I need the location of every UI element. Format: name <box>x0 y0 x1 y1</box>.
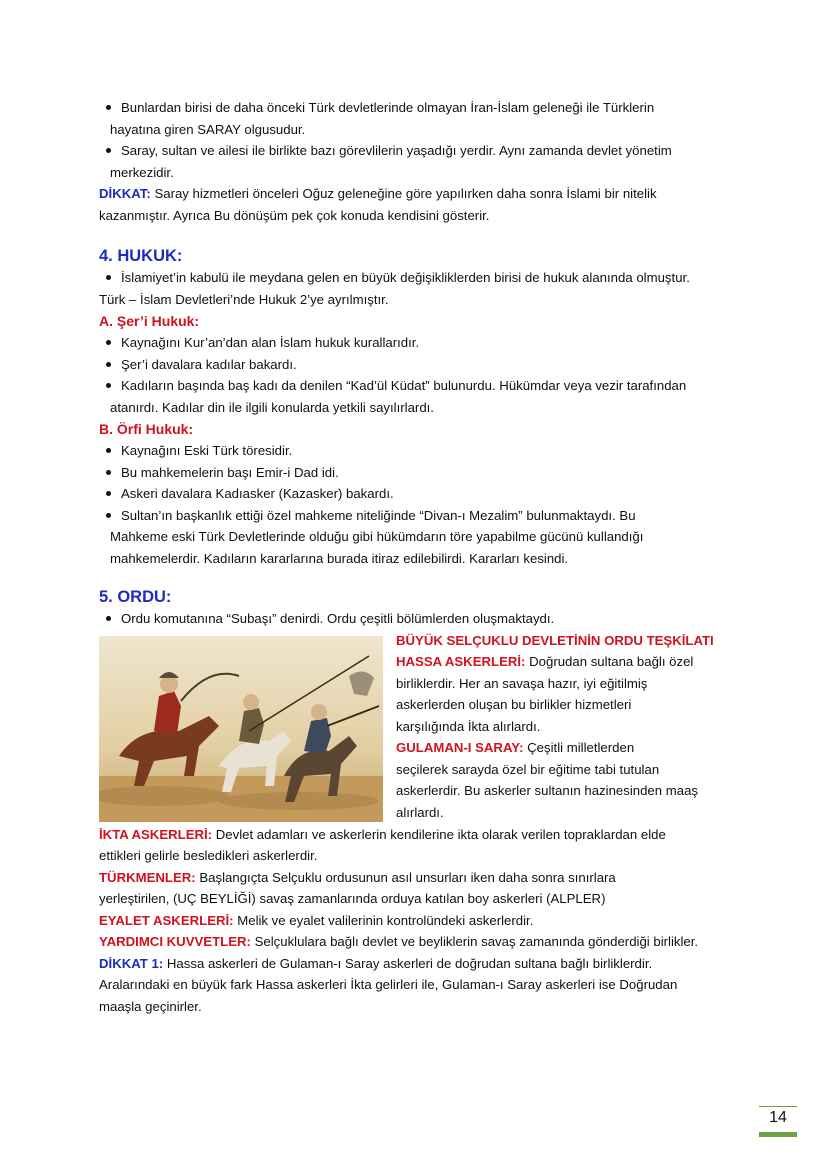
dikkat1-text: Hassa askerleri de Gulaman-ı Saray askerleri de doğrudan sultana bağlı birliklerdir. <box>166 955 653 971</box>
section-heading-hukuk: 4. HUKUK: <box>99 247 183 265</box>
dikkat-note <box>99 183 739 205</box>
gulaman-text: Çeşitli milletlerden <box>527 740 635 755</box>
dikkat1-text-continuation: Aralarındaki en büyük fark Hassa askerleri İkta gelirleri ile, Gulaman-ı Saray askerleri ise Doğrudan <box>99 977 678 992</box>
hassa-label: HASSA ASKERLERİ: <box>396 654 526 669</box>
page-number-accent-bar <box>759 1132 797 1137</box>
list-item-continuation: atanırdı. Kadılar din ile ilgili konularda yetkili sayılırlardı. <box>110 399 434 415</box>
hassa-text-continuation: birliklerdir. Her an savaşa hazır, iyi eğitilmiş <box>396 675 648 691</box>
ikta-text: Devlet adamları ve askerlerin kendilerine ikta olarak verilen topraklardan elde <box>215 826 666 842</box>
ikta-text-continuation: ettikleri gelirle besledikleri askerlerdir. <box>99 848 318 863</box>
dikkat1-label: DİKKAT 1: <box>99 955 164 971</box>
ikta-entry <box>99 824 739 846</box>
dikkat1-entry <box>99 953 739 975</box>
list-item: Kaynağını Kur’an’dan alan İslam hukuk kurallarıdır. <box>99 332 739 354</box>
list-item: Ordu komutanına “Subaşı” denirdi. Ordu çeşitli bölümlerden oluşmaktaydı. <box>99 608 739 630</box>
list-item: Sultan’ın başkanlık ettiği özel mahkeme niteliğinde “Divan-ı Mezalim” bulunmaktaydı. Bu <box>99 505 739 527</box>
turkmen-label: TÜRKMENLER: <box>99 869 196 885</box>
army-organization-title: BÜYÜK SELÇUKLU DEVLETİNİN ORDU TEŞKİLATI <box>396 632 714 648</box>
document-page <box>99 97 739 1017</box>
eyalet-label: EYALET ASKERLERİ: <box>99 912 234 928</box>
hassa-entry <box>396 651 741 673</box>
army-organization-block <box>99 630 739 824</box>
army-organization-text <box>396 630 741 824</box>
gulaman-text-continuation: askerlerdir. Bu askerler sultanın hazinesinden maaş <box>396 783 699 798</box>
turkmen-text-continuation: yerleştirilen, (UÇ BEYLİĞİ) savaş zamanlarında orduya katılan boy askerleri (ALPLER) <box>99 891 606 906</box>
subheading-seri-hukuk: A. Şer’i Hukuk: <box>99 313 200 329</box>
eyalet-text: Melik ve eyalet valilerinin kontrolündeki askerlerdir. <box>237 912 534 928</box>
yardimci-label: YARDIMCI KUVVETLER: <box>99 934 251 949</box>
gulaman-entry <box>396 737 741 759</box>
list-item: Kaynağını Eski Türk töresidir. <box>99 440 739 462</box>
list-item: Şer’i davalara kadılar bakardı. <box>99 354 739 376</box>
dikkat1-text-continuation: maaşla geçinirler. <box>99 998 202 1014</box>
paragraph: Türk – İslam Devletleri’nde Hukuk 2’ye ayrılmıştır. <box>99 291 389 307</box>
page-number: 14 <box>769 1109 787 1126</box>
gulaman-label: GULAMAN-I SARAY: <box>396 740 524 755</box>
eyalet-entry <box>99 910 739 932</box>
turkmen-entry <box>99 867 739 889</box>
yardimci-entry <box>99 931 739 953</box>
list-item-continuation: merkezidir. <box>110 164 174 180</box>
list-item: Kadıların başında baş kadı da denilen “Kad’ül Küdat” bulunurdu. Hükümdar veya vezir tarafından <box>99 375 739 397</box>
hassa-text-continuation: karşılığında İkta alırlardı. <box>396 718 541 734</box>
gulaman-text-continuation: alırlardı. <box>396 804 444 820</box>
list-item-continuation: Mahkeme eski Türk Devletlerinde olduğu gibi hükümdarın töre yapabilme gücünü kullandığı <box>110 529 644 544</box>
hassa-text-continuation: askerlerden oluşan bu birlikler hizmetleri <box>396 697 632 712</box>
gulaman-text-continuation: seçilerek sarayda özel bir eğitime tabi tutulan <box>396 761 660 777</box>
list-item: Saray, sultan ve ailesi ile birlikte bazı görevlilerin yaşadığı yerdir. Aynı zamanda devlet yönetim <box>99 140 739 162</box>
horse-archers-illustration <box>99 636 383 822</box>
subheading-orfi-hukuk: B. Örfi Hukuk: <box>99 421 194 437</box>
dikkat-text: Saray hizmetleri önceleri Oğuz geleneğine göre yapılırken daha sonra İslami bir nitelik <box>154 186 657 201</box>
list-item: Askeri davalara Kadıasker (Kazasker) bakardı. <box>99 483 739 505</box>
list-item: Bunlardan birisi de daha önceki Türk devletlerinde olmayan İran-İslam geleneği ile Türklerin <box>99 97 739 119</box>
list-item-continuation: mahkemelerdir. Kadıların kararlarına burada itiraz edilebilirdi. Kararları kesindi. <box>110 550 569 566</box>
dikkat-label: DİKKAT: <box>99 186 151 201</box>
list-item: Bu mahkemelerin başı Emir-i Dad idi. <box>99 462 739 484</box>
list-item: İslamiyet’in kabulü ile meydana gelen en büyük değişikliklerden birisi de hukuk alanında olmuştur. <box>99 267 739 289</box>
list-item-continuation: hayatına giren SARAY olgusudur. <box>110 121 306 137</box>
ikta-label: İKTA ASKERLERİ: <box>99 826 213 842</box>
yardimci-text: Selçuklulara bağlı devlet ve beyliklerin savaş zamanında gönderdiği birlikler. <box>254 934 699 949</box>
hassa-text: Doğrudan sultana bağlı özel <box>529 654 694 669</box>
turkmen-text: Başlangıçta Selçuklu ordusunun asıl unsurları iken daha sonra sınırlara <box>199 869 616 885</box>
dikkat-text-continuation: kazanmıştır. Ayrıca Bu dönüşüm pek çok konuda kendisini gösterir. <box>99 207 490 223</box>
section-heading-ordu: 5. ORDU: <box>99 588 172 606</box>
